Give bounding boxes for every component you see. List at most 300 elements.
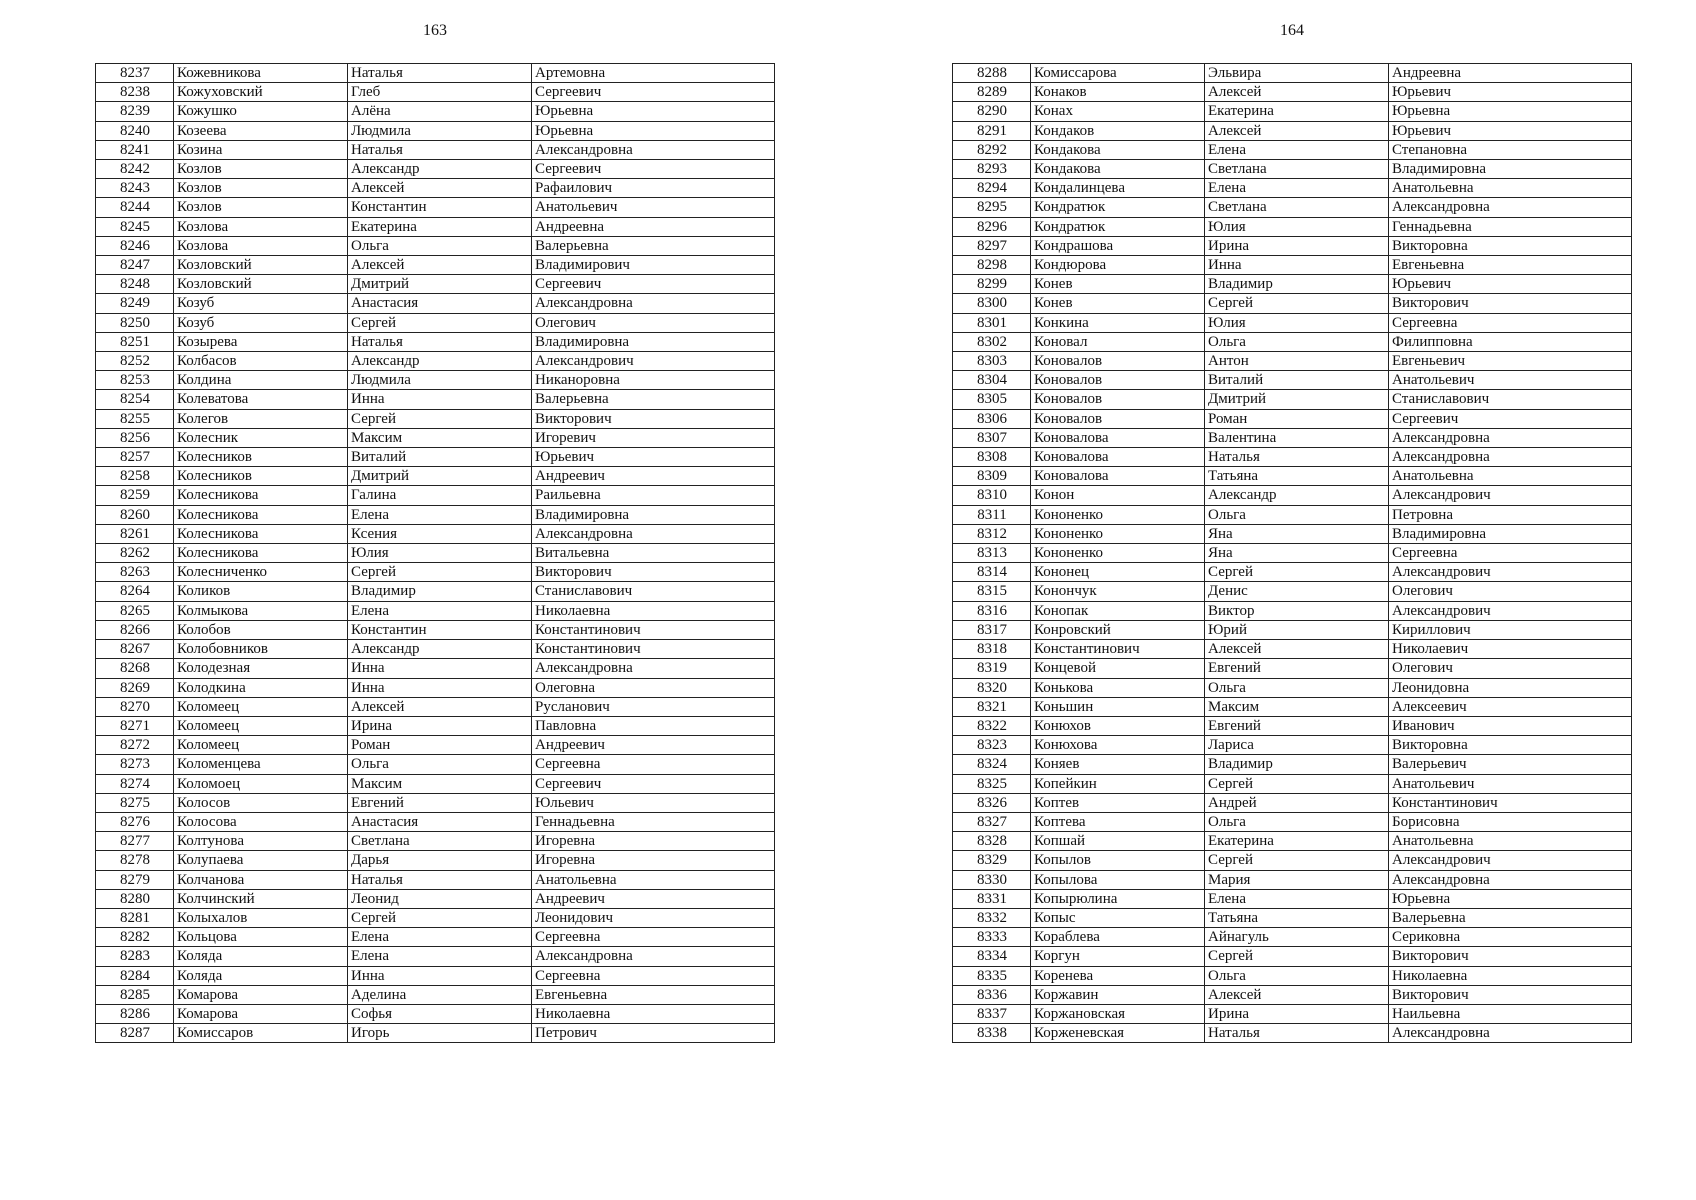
row-number: 8278 xyxy=(96,851,174,870)
row-number: 8269 xyxy=(96,678,174,697)
surname-cell: Кондакова xyxy=(1031,160,1205,179)
surname-cell: Коломоец xyxy=(174,774,348,793)
first-name-cell: Екатерина xyxy=(1205,832,1389,851)
row-number: 8314 xyxy=(953,563,1031,582)
first-name-cell: Ольга xyxy=(1205,812,1389,831)
patronymic-cell: Александрович xyxy=(1389,486,1632,505)
table-row xyxy=(96,678,775,697)
first-name-cell: Андрей xyxy=(1205,793,1389,812)
first-name-cell: Владимир xyxy=(348,582,532,601)
row-number: 8246 xyxy=(96,236,174,255)
table-row xyxy=(96,275,775,294)
first-name-cell: Алексей xyxy=(348,179,532,198)
patronymic-cell: Игоревич xyxy=(532,428,775,447)
surname-cell: Копылов xyxy=(1031,851,1205,870)
first-name-cell: Алексей xyxy=(1205,83,1389,102)
first-name-cell: Яна xyxy=(1205,544,1389,563)
surname-cell: Коргун xyxy=(1031,947,1205,966)
row-number: 8267 xyxy=(96,640,174,659)
row-number: 8311 xyxy=(953,505,1031,524)
first-name-cell: Екатерина xyxy=(1205,102,1389,121)
surname-cell: Кононенко xyxy=(1031,524,1205,543)
patronymic-cell: Николаевна xyxy=(532,601,775,620)
first-name-cell: Яна xyxy=(1205,524,1389,543)
first-name-cell: Владимир xyxy=(1205,755,1389,774)
surname-cell: Козеева xyxy=(174,121,348,140)
row-number: 8273 xyxy=(96,755,174,774)
surname-cell: Константинович xyxy=(1031,640,1205,659)
table-row xyxy=(96,659,775,678)
first-name-cell: Максим xyxy=(348,774,532,793)
row-number: 8328 xyxy=(953,832,1031,851)
row-number: 8283 xyxy=(96,947,174,966)
row-number: 8336 xyxy=(953,985,1031,1004)
patronymic-cell: Сергеевич xyxy=(532,160,775,179)
patronymic-cell: Анатольевич xyxy=(532,198,775,217)
first-name-cell: Инна xyxy=(348,659,532,678)
row-number: 8274 xyxy=(96,774,174,793)
patronymic-cell: Борисовна xyxy=(1389,812,1632,831)
surname-cell: Конон xyxy=(1031,486,1205,505)
table-row xyxy=(953,505,1632,524)
first-name-cell: Людмила xyxy=(348,371,532,390)
patronymic-cell: Андреевич xyxy=(532,736,775,755)
first-name-cell: Светлана xyxy=(1205,160,1389,179)
patronymic-cell: Игоревна xyxy=(532,851,775,870)
surname-cell: Кононенко xyxy=(1031,544,1205,563)
surname-cell: Козуб xyxy=(174,313,348,332)
row-number: 8308 xyxy=(953,448,1031,467)
table-row xyxy=(96,716,775,735)
table-row xyxy=(953,620,1632,639)
row-number: 8240 xyxy=(96,121,174,140)
first-name-cell: Ксения xyxy=(348,524,532,543)
row-number: 8327 xyxy=(953,812,1031,831)
table-row xyxy=(96,640,775,659)
surname-cell: Козлова xyxy=(174,217,348,236)
surname-cell: Конопак xyxy=(1031,601,1205,620)
table-row xyxy=(96,1004,775,1023)
surname-cell: Кондюрова xyxy=(1031,256,1205,275)
patronymic-cell: Рафаилович xyxy=(532,179,775,198)
patronymic-cell: Викторович xyxy=(532,563,775,582)
patronymic-cell: Александрович xyxy=(1389,601,1632,620)
table-row xyxy=(953,256,1632,275)
table-row xyxy=(953,985,1632,1004)
row-number: 8263 xyxy=(96,563,174,582)
row-number: 8287 xyxy=(96,1024,174,1043)
surname-cell: Колесниченко xyxy=(174,563,348,582)
patronymic-cell: Петрович xyxy=(532,1024,775,1043)
first-name-cell: Александр xyxy=(348,352,532,371)
table-row xyxy=(96,928,775,947)
table-row xyxy=(953,313,1632,332)
row-number: 8307 xyxy=(953,428,1031,447)
surname-cell: Коньшин xyxy=(1031,697,1205,716)
row-number: 8315 xyxy=(953,582,1031,601)
row-number: 8241 xyxy=(96,140,174,159)
first-name-cell: Ольга xyxy=(1205,505,1389,524)
surname-cell: Корженевская xyxy=(1031,1024,1205,1043)
surname-cell: Колмыкова xyxy=(174,601,348,620)
row-number: 8332 xyxy=(953,908,1031,927)
surname-cell: Колесник xyxy=(174,428,348,447)
patronymic-cell: Петровна xyxy=(1389,505,1632,524)
surname-cell: Колосова xyxy=(174,812,348,831)
patronymic-cell: Сергеевич xyxy=(532,275,775,294)
first-name-cell: Наталья xyxy=(348,870,532,889)
first-name-cell: Эльвира xyxy=(1205,64,1389,83)
table-row xyxy=(96,889,775,908)
table-row xyxy=(96,985,775,1004)
patronymic-cell: Александровна xyxy=(532,524,775,543)
surname-cell: Колодкина xyxy=(174,678,348,697)
patronymic-cell: Павловна xyxy=(532,716,775,735)
surname-cell: Коляда xyxy=(174,966,348,985)
patronymic-cell: Константинович xyxy=(1389,793,1632,812)
table-row xyxy=(953,179,1632,198)
surname-cell: Концевой xyxy=(1031,659,1205,678)
first-name-cell: Сергей xyxy=(1205,563,1389,582)
patronymic-cell: Александровна xyxy=(1389,198,1632,217)
surname-cell: Кожушко xyxy=(174,102,348,121)
table-row xyxy=(96,179,775,198)
row-number: 8296 xyxy=(953,217,1031,236)
first-name-cell: Сергей xyxy=(348,563,532,582)
first-name-cell: Ольга xyxy=(1205,332,1389,351)
first-name-cell: Инна xyxy=(348,966,532,985)
first-name-cell: Наталья xyxy=(1205,1024,1389,1043)
table-row xyxy=(953,294,1632,313)
first-name-cell: Денис xyxy=(1205,582,1389,601)
patronymic-cell: Евгеньевна xyxy=(1389,256,1632,275)
surname-cell: Коломеец xyxy=(174,697,348,716)
patronymic-cell: Юрьевич xyxy=(1389,275,1632,294)
first-name-cell: Сергей xyxy=(1205,851,1389,870)
table-row xyxy=(96,601,775,620)
name-table xyxy=(95,63,775,1043)
first-name-cell: Игорь xyxy=(348,1024,532,1043)
first-name-cell: Владимир xyxy=(1205,275,1389,294)
patronymic-cell: Станиславович xyxy=(1389,390,1632,409)
table-row xyxy=(953,812,1632,831)
patronymic-cell: Андреевна xyxy=(1389,64,1632,83)
first-name-cell: Евгений xyxy=(348,793,532,812)
row-number: 8262 xyxy=(96,544,174,563)
first-name-cell: Юрий xyxy=(1205,620,1389,639)
table-row xyxy=(953,524,1632,543)
first-name-cell: Дмитрий xyxy=(348,275,532,294)
table-row xyxy=(96,505,775,524)
first-name-cell: Алёна xyxy=(348,102,532,121)
first-name-cell: Валентина xyxy=(1205,428,1389,447)
patronymic-cell: Константинович xyxy=(532,620,775,639)
surname-cell: Колесникова xyxy=(174,544,348,563)
surname-cell: Конкина xyxy=(1031,313,1205,332)
row-number: 8312 xyxy=(953,524,1031,543)
surname-cell: Копырюлина xyxy=(1031,889,1205,908)
table-row xyxy=(953,582,1632,601)
row-number: 8334 xyxy=(953,947,1031,966)
surname-cell: Козина xyxy=(174,140,348,159)
surname-cell: Кожевникова xyxy=(174,64,348,83)
surname-cell: Копыс xyxy=(1031,908,1205,927)
patronymic-cell: Юрьевна xyxy=(532,102,775,121)
surname-cell: Козловский xyxy=(174,256,348,275)
table-row xyxy=(953,371,1632,390)
first-name-cell: Сергей xyxy=(1205,294,1389,313)
table-row xyxy=(953,83,1632,102)
first-name-cell: Татьяна xyxy=(1205,467,1389,486)
row-number: 8249 xyxy=(96,294,174,313)
table-row xyxy=(953,908,1632,927)
row-number: 8261 xyxy=(96,524,174,543)
table-row xyxy=(953,352,1632,371)
table-row xyxy=(96,428,775,447)
patronymic-cell: Леонидовна xyxy=(1389,678,1632,697)
surname-cell: Конев xyxy=(1031,275,1205,294)
first-name-cell: Дарья xyxy=(348,851,532,870)
table-row xyxy=(96,448,775,467)
surname-cell: Кононец xyxy=(1031,563,1205,582)
surname-cell: Комиссаров xyxy=(174,1024,348,1043)
row-number: 8260 xyxy=(96,505,174,524)
surname-cell: Коликов xyxy=(174,582,348,601)
first-name-cell: Инна xyxy=(348,678,532,697)
first-name-cell: Елена xyxy=(348,947,532,966)
row-number: 8270 xyxy=(96,697,174,716)
first-name-cell: Наталья xyxy=(348,64,532,83)
table-row xyxy=(96,736,775,755)
row-number: 8238 xyxy=(96,83,174,102)
first-name-cell: Инна xyxy=(1205,256,1389,275)
first-name-cell: Сергей xyxy=(348,409,532,428)
patronymic-cell: Валерьевич xyxy=(1389,755,1632,774)
table-row xyxy=(953,275,1632,294)
row-number: 8326 xyxy=(953,793,1031,812)
surname-cell: Колдина xyxy=(174,371,348,390)
patronymic-cell: Анатольевич xyxy=(1389,774,1632,793)
table-row xyxy=(96,812,775,831)
table-row xyxy=(953,563,1632,582)
row-number: 8245 xyxy=(96,217,174,236)
surname-cell: Коржановская xyxy=(1031,1004,1205,1023)
first-name-cell: Елена xyxy=(348,601,532,620)
patronymic-cell: Александровна xyxy=(532,659,775,678)
patronymic-cell: Валерьевна xyxy=(532,390,775,409)
surname-cell: Конах xyxy=(1031,102,1205,121)
first-name-cell: Светлана xyxy=(348,832,532,851)
surname-cell: Коновалов xyxy=(1031,371,1205,390)
patronymic-cell: Анатольевич xyxy=(1389,371,1632,390)
surname-cell: Колчинский xyxy=(174,889,348,908)
row-number: 8292 xyxy=(953,140,1031,159)
patronymic-cell: Викторовна xyxy=(1389,736,1632,755)
patronymic-cell: Леонидович xyxy=(532,908,775,927)
surname-cell: Козловский xyxy=(174,275,348,294)
table-row xyxy=(96,947,775,966)
first-name-cell: Елена xyxy=(1205,889,1389,908)
surname-cell: Кондакова xyxy=(1031,140,1205,159)
first-name-cell: Галина xyxy=(348,486,532,505)
row-number: 8309 xyxy=(953,467,1031,486)
row-number: 8294 xyxy=(953,179,1031,198)
surname-cell: Колесников xyxy=(174,467,348,486)
patronymic-cell: Викторович xyxy=(1389,947,1632,966)
patronymic-cell: Андреевна xyxy=(532,217,775,236)
first-name-cell: Виталий xyxy=(1205,371,1389,390)
row-number: 8264 xyxy=(96,582,174,601)
first-name-cell: Глеб xyxy=(348,83,532,102)
patronymic-cell: Сергеевич xyxy=(532,83,775,102)
table-row xyxy=(96,352,775,371)
row-number: 8338 xyxy=(953,1024,1031,1043)
patronymic-cell: Владимирович xyxy=(532,256,775,275)
first-name-cell: Мария xyxy=(1205,870,1389,889)
first-name-cell: Наталья xyxy=(1205,448,1389,467)
table-row xyxy=(953,121,1632,140)
table-row xyxy=(953,697,1632,716)
patronymic-cell: Раильевна xyxy=(532,486,775,505)
table-row xyxy=(96,313,775,332)
patronymic-cell: Юрьевич xyxy=(1389,121,1632,140)
row-number: 8310 xyxy=(953,486,1031,505)
table-row xyxy=(953,966,1632,985)
first-name-cell: Максим xyxy=(348,428,532,447)
table-row xyxy=(96,582,775,601)
row-number: 8302 xyxy=(953,332,1031,351)
surname-cell: Коломеец xyxy=(174,736,348,755)
patronymic-cell: Николаевич xyxy=(1389,640,1632,659)
first-name-cell: Сергей xyxy=(348,908,532,927)
patronymic-cell: Олегович xyxy=(1389,582,1632,601)
table-row xyxy=(96,121,775,140)
patronymic-cell: Олегович xyxy=(532,313,775,332)
surname-cell: Коломеец xyxy=(174,716,348,735)
row-number: 8299 xyxy=(953,275,1031,294)
row-number: 8243 xyxy=(96,179,174,198)
surname-cell: Коломенцева xyxy=(174,755,348,774)
surname-cell: Конюхова xyxy=(1031,736,1205,755)
surname-cell: Колупаева xyxy=(174,851,348,870)
row-number: 8333 xyxy=(953,928,1031,947)
table-row xyxy=(953,774,1632,793)
row-number: 8313 xyxy=(953,544,1031,563)
table-row xyxy=(953,832,1632,851)
patronymic-cell: Филипповна xyxy=(1389,332,1632,351)
patronymic-cell: Русланович xyxy=(532,697,775,716)
row-number: 8279 xyxy=(96,870,174,889)
surname-cell: Колтунова xyxy=(174,832,348,851)
patronymic-cell: Иванович xyxy=(1389,716,1632,735)
row-number: 8331 xyxy=(953,889,1031,908)
surname-cell: Козлов xyxy=(174,160,348,179)
table-row xyxy=(953,140,1632,159)
surname-cell: Коновалова xyxy=(1031,467,1205,486)
surname-cell: Коновалов xyxy=(1031,409,1205,428)
row-number: 8282 xyxy=(96,928,174,947)
patronymic-cell: Юрьевна xyxy=(1389,102,1632,121)
table-row xyxy=(953,64,1632,83)
patronymic-cell: Юрьевич xyxy=(1389,83,1632,102)
patronymic-cell: Юрьевич xyxy=(532,448,775,467)
row-number: 8272 xyxy=(96,736,174,755)
patronymic-cell: Викторович xyxy=(1389,294,1632,313)
surname-cell: Кондратюк xyxy=(1031,217,1205,236)
patronymic-cell: Александровна xyxy=(1389,870,1632,889)
table-row xyxy=(953,160,1632,179)
patronymic-cell: Алексеевич xyxy=(1389,697,1632,716)
row-number: 8281 xyxy=(96,908,174,927)
patronymic-cell: Юрьевна xyxy=(1389,889,1632,908)
table-row xyxy=(953,448,1632,467)
table-row xyxy=(96,294,775,313)
surname-cell: Колчанова xyxy=(174,870,348,889)
first-name-cell: Ирина xyxy=(1205,1004,1389,1023)
row-number: 8317 xyxy=(953,620,1031,639)
first-name-cell: Антон xyxy=(1205,352,1389,371)
table-row xyxy=(96,371,775,390)
surname-cell: Копейкин xyxy=(1031,774,1205,793)
table-row xyxy=(96,217,775,236)
name-table xyxy=(952,63,1632,1043)
patronymic-cell: Станиславович xyxy=(532,582,775,601)
patronymic-cell: Артемовна xyxy=(532,64,775,83)
surname-cell: Колосов xyxy=(174,793,348,812)
surname-cell: Колеватова xyxy=(174,390,348,409)
first-name-cell: Юлия xyxy=(1205,313,1389,332)
table-row xyxy=(96,524,775,543)
patronymic-cell: Анатольевна xyxy=(532,870,775,889)
table-row xyxy=(953,889,1632,908)
row-number: 8255 xyxy=(96,409,174,428)
patronymic-cell: Кириллович xyxy=(1389,620,1632,639)
row-number: 8289 xyxy=(953,83,1031,102)
surname-cell: Коптева xyxy=(1031,812,1205,831)
row-number: 8322 xyxy=(953,716,1031,735)
table-row xyxy=(953,428,1632,447)
table-row xyxy=(953,870,1632,889)
table-row xyxy=(96,966,775,985)
patronymic-cell: Владимировна xyxy=(1389,160,1632,179)
table-row xyxy=(953,640,1632,659)
patronymic-cell: Николаевна xyxy=(1389,966,1632,985)
first-name-cell: Анастасия xyxy=(348,294,532,313)
row-number: 8304 xyxy=(953,371,1031,390)
patronymic-cell: Александровна xyxy=(1389,448,1632,467)
patronymic-cell: Александрович xyxy=(532,352,775,371)
table-row xyxy=(96,832,775,851)
patronymic-cell: Сергеевна xyxy=(1389,313,1632,332)
row-number: 8237 xyxy=(96,64,174,83)
row-number: 8253 xyxy=(96,371,174,390)
row-number: 8265 xyxy=(96,601,174,620)
row-number: 8242 xyxy=(96,160,174,179)
patronymic-cell: Николаевна xyxy=(532,1004,775,1023)
patronymic-cell: Александровна xyxy=(532,947,775,966)
surname-cell: Козуб xyxy=(174,294,348,313)
first-name-cell: Татьяна xyxy=(1205,908,1389,927)
first-name-cell: Ирина xyxy=(1205,236,1389,255)
patronymic-cell: Витальевна xyxy=(532,544,775,563)
surname-cell: Конюхов xyxy=(1031,716,1205,735)
surname-cell: Колобов xyxy=(174,620,348,639)
patronymic-cell: Сергеевна xyxy=(532,966,775,985)
table-row xyxy=(953,217,1632,236)
first-name-cell: Елена xyxy=(348,505,532,524)
table-row xyxy=(953,544,1632,563)
surname-cell: Коновалов xyxy=(1031,352,1205,371)
